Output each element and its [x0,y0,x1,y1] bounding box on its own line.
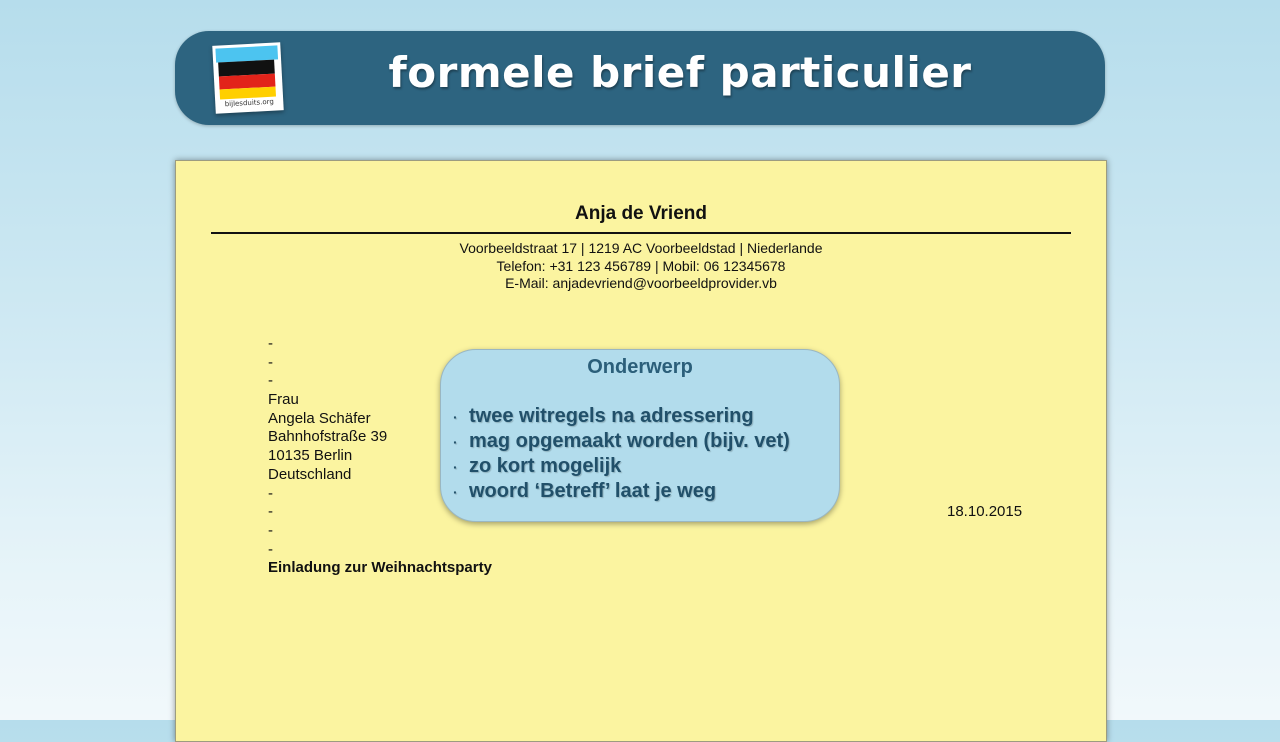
tip-text: mag opgemaakt worden (bijv. vet) [469,430,790,452]
letter-subject: Einladung zur Weihnachtsparty [268,559,492,577]
sender-name: Anja de Vriend [575,203,707,224]
blank-line-marker: - [268,521,273,539]
sender-phone: Telefon: +31 123 456789 | Mobil: 06 12345678 [496,258,786,274]
tip-item [453,479,790,504]
page-title: formele brief particulier [388,48,972,97]
letter-date: 18.10.2015 [947,503,1023,520]
recipient-street: Bahnhofstraße 39 [268,428,388,446]
recipient-country: Deutschland [268,465,352,483]
logo-site-text: bijlesduits.org [224,97,275,109]
recipient-salutation: Frau [268,391,299,409]
tip-item [453,454,790,479]
blank-line-marker: - [268,353,273,371]
tip-text: zo kort mogelijk [469,455,622,477]
header-rule [211,232,1071,234]
tip-item [453,429,790,454]
callout-title: Onderwerp [587,356,693,378]
sender-email: E-Mail: anjadevriend@voorbeeldprovider.vb [505,275,777,291]
blank-line-marker: - [268,372,273,390]
bullet-icon: · [453,409,458,425]
bullet-icon: · [453,434,458,450]
german-flag-logo [212,42,283,113]
blank-line-marker: - [268,484,273,502]
tip-text: twee witregels na adressering [469,405,754,427]
subject-tip-callout [440,349,840,522]
tip-item [453,404,790,429]
blank-line-marker: - [268,503,273,521]
tip-text: woord ‘Betreff’ laat je weg [469,480,717,502]
bullet-icon: · [453,459,458,475]
blank-line-marker: - [268,335,273,352]
sender-address: Voorbeeldstraat 17 | 1219 AC Voorbeeldstad | Niederlande [459,240,823,256]
recipient-city: 10135 Berlin [268,447,353,465]
blank-line-marker: - [268,540,273,558]
tip-list [453,404,790,504]
bullet-icon: · [453,484,458,500]
recipient-name: Angela Schäfer [268,409,371,427]
